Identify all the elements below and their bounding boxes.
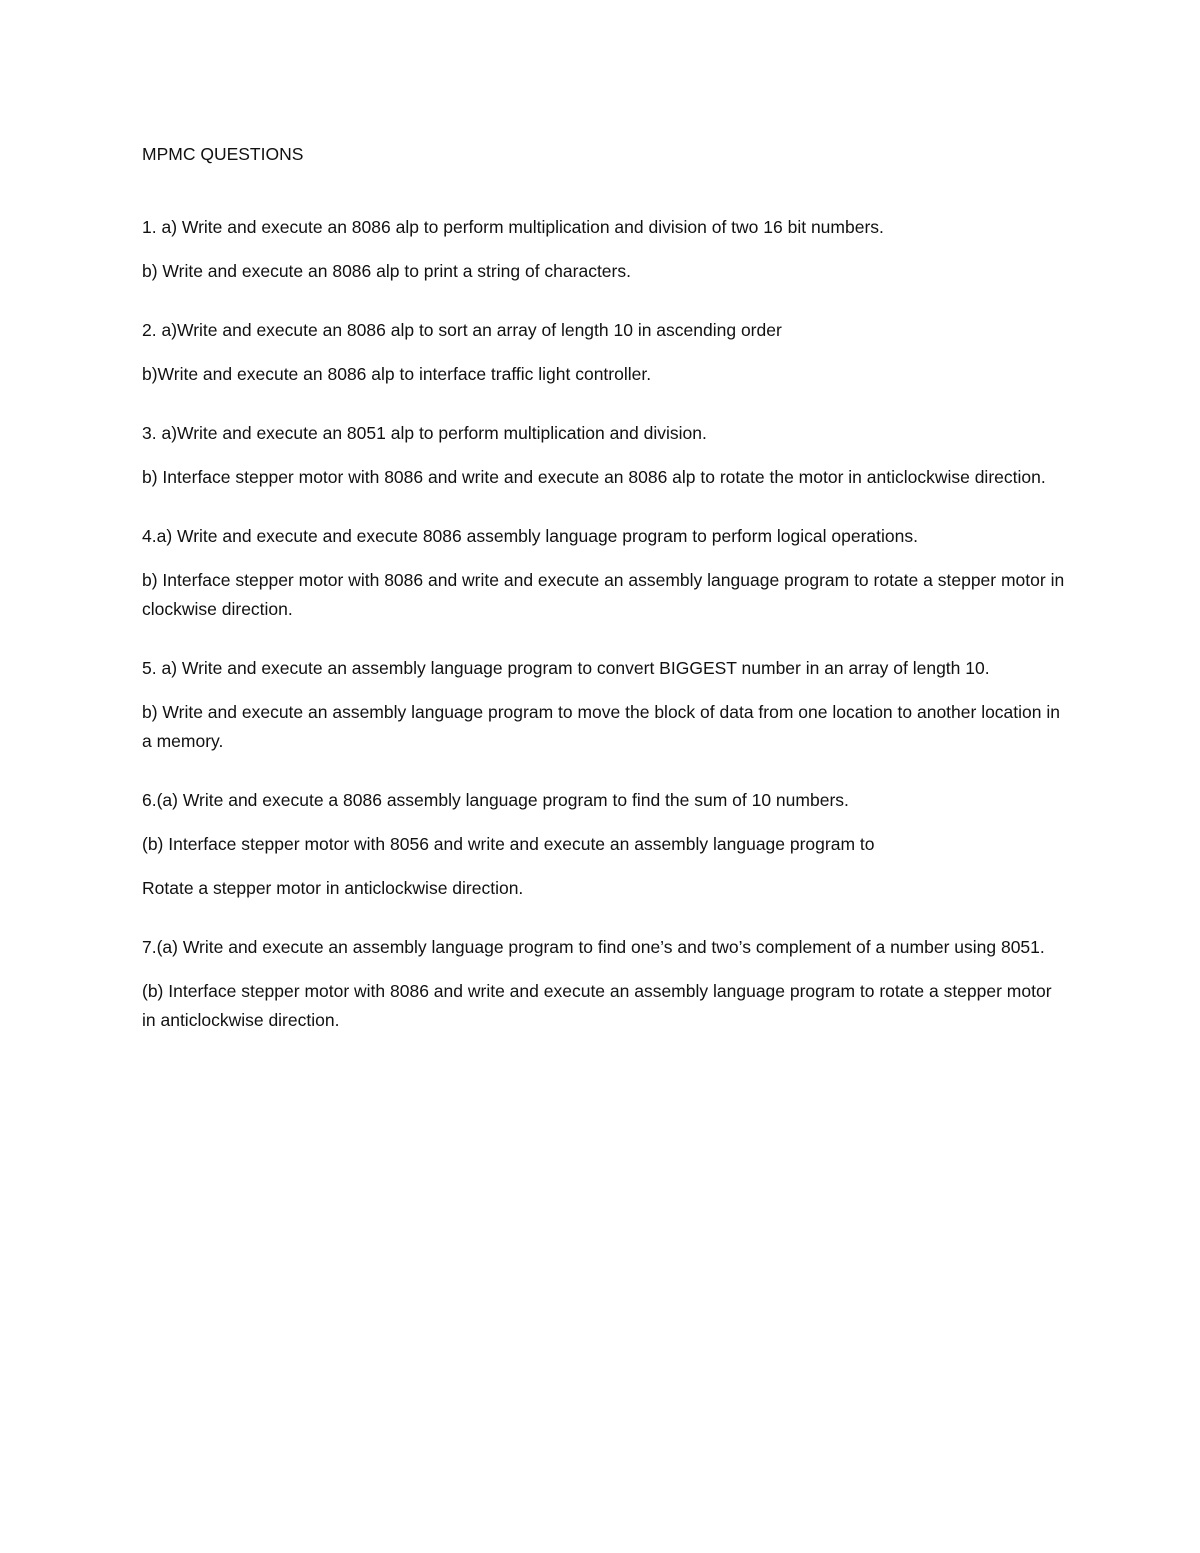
- question-6-part-b-continued: Rotate a stepper motor in anticlockwise direction.: [142, 878, 524, 898]
- question-7-part-a: 7.(a) Write and execute an assembly language program to find one’s and two’s complement of a number using 8051.: [142, 937, 1045, 957]
- question-5-part-a: 5. a) Write and execute an assembly language program to convert BIGGEST number in an array of length 10.: [142, 658, 990, 678]
- question-5: [142, 654, 1067, 756]
- question-1-part-a: 1. a) Write and execute an 8086 alp to perform multiplication and division of two 16 bit numbers.: [142, 217, 884, 237]
- question-4: [142, 522, 1067, 624]
- question-6-part-b: (b) Interface stepper motor with 8056 and write and execute an assembly language program to: [142, 834, 875, 854]
- question-1-part-b: b) Write and execute an 8086 alp to print a string of characters.: [142, 261, 631, 281]
- question-4-part-a: 4.a) Write and execute and execute 8086 assembly language program to perform logical operations.: [142, 526, 918, 546]
- question-2-part-a: 2. a)Write and execute an 8086 alp to sort an array of length 10 in ascending order: [142, 320, 782, 340]
- document-page: [142, 140, 1067, 1065]
- document-title: MPMC QUESTIONS: [142, 144, 304, 164]
- question-3-part-a: 3. a)Write and execute an 8051 alp to perform multiplication and division.: [142, 423, 707, 443]
- question-3-part-b: b) Interface stepper motor with 8086 and write and execute an 8086 alp to rotate the motor in anticlockwise direction.: [142, 467, 1046, 487]
- question-1: [142, 213, 1067, 286]
- question-3: [142, 419, 1067, 492]
- question-7: [142, 933, 1067, 1035]
- question-5-part-b: b) Write and execute an assembly language program to move the block of data from one location to another location in a memory.: [142, 702, 1060, 751]
- question-4-part-b: b) Interface stepper motor with 8086 and write and execute an assembly language program to rotate a stepper motor in clockwise direction.: [142, 570, 1065, 619]
- question-2: [142, 316, 1067, 389]
- question-6-part-a: 6.(a) Write and execute a 8086 assembly language program to find the sum of 10 numbers.: [142, 790, 849, 810]
- question-7-part-b: (b) Interface stepper motor with 8086 and write and execute an assembly language program to rotate a stepper motor in anticlockwise direction.: [142, 981, 1052, 1030]
- question-2-part-b: b)Write and execute an 8086 alp to interface traffic light controller.: [142, 364, 652, 384]
- question-6: [142, 786, 1067, 903]
